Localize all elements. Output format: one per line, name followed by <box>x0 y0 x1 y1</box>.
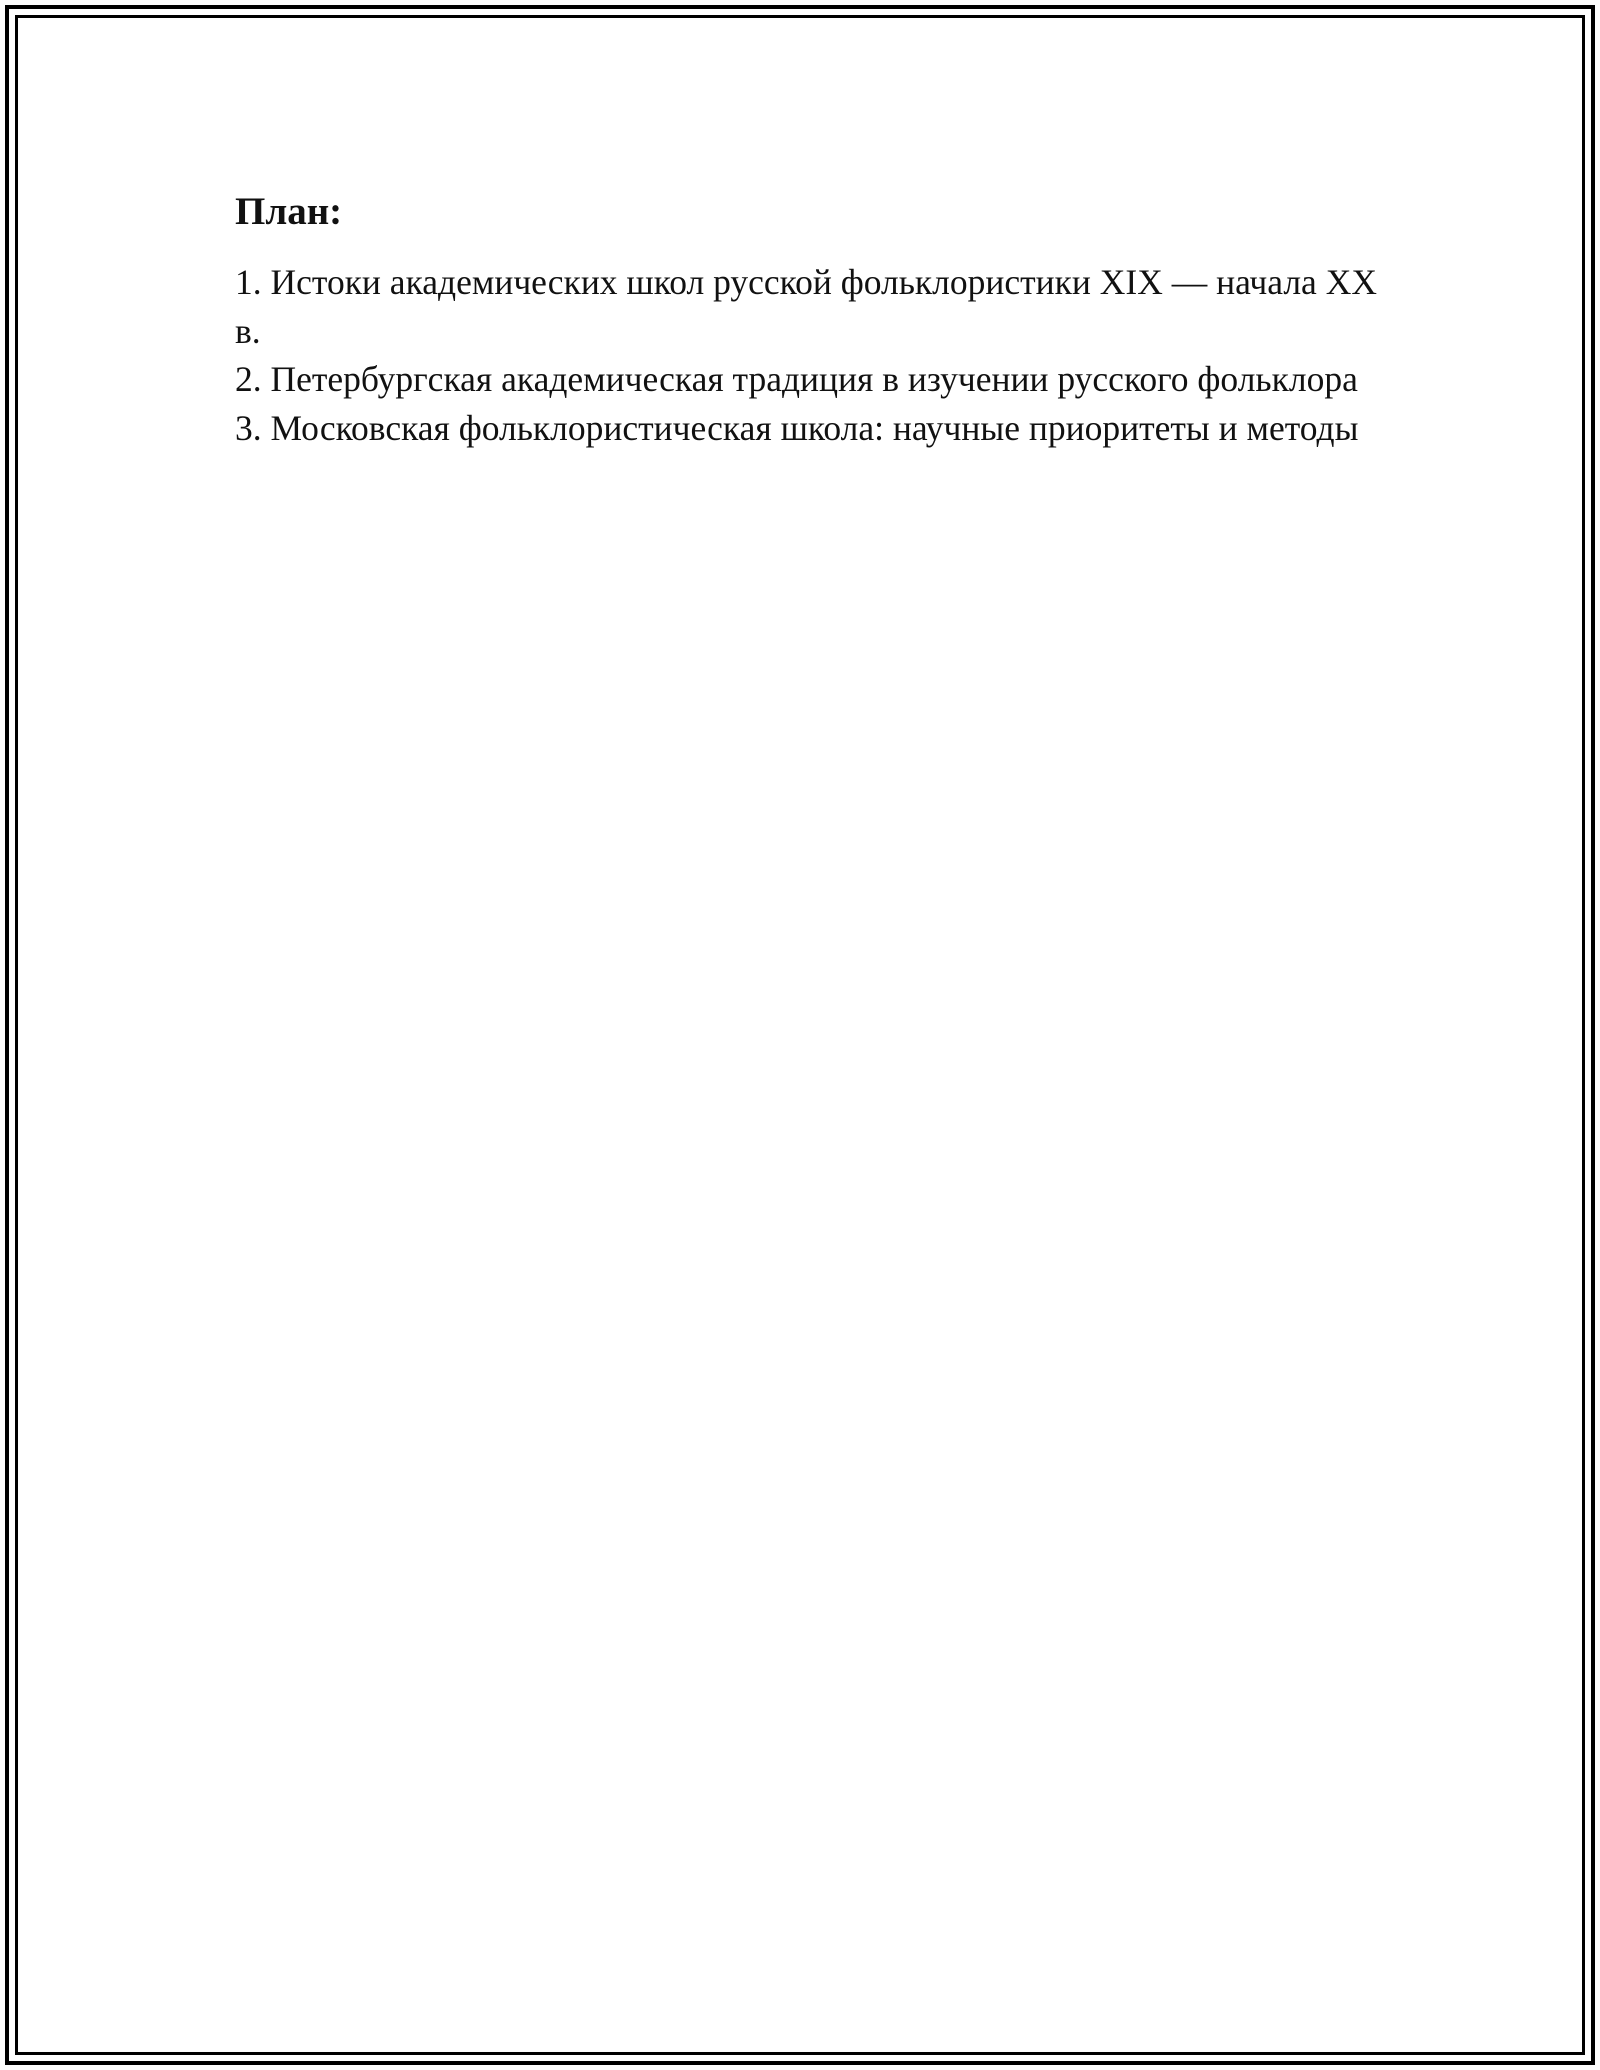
plan-item-2: 2. Петербургская академическая традиция в изучении русского фольклора <box>235 359 1358 399</box>
plan-section <box>235 186 1395 452</box>
plan-item-1: 1. Истоки академических школ русской фольклористики XIX — начала XX в. <box>235 262 1377 351</box>
plan-heading: План: <box>235 190 343 233</box>
plan-item-3: 3. Московская фольклористическая школа: научные приоритеты и методы <box>235 407 1359 448</box>
plan-list <box>235 258 1395 452</box>
